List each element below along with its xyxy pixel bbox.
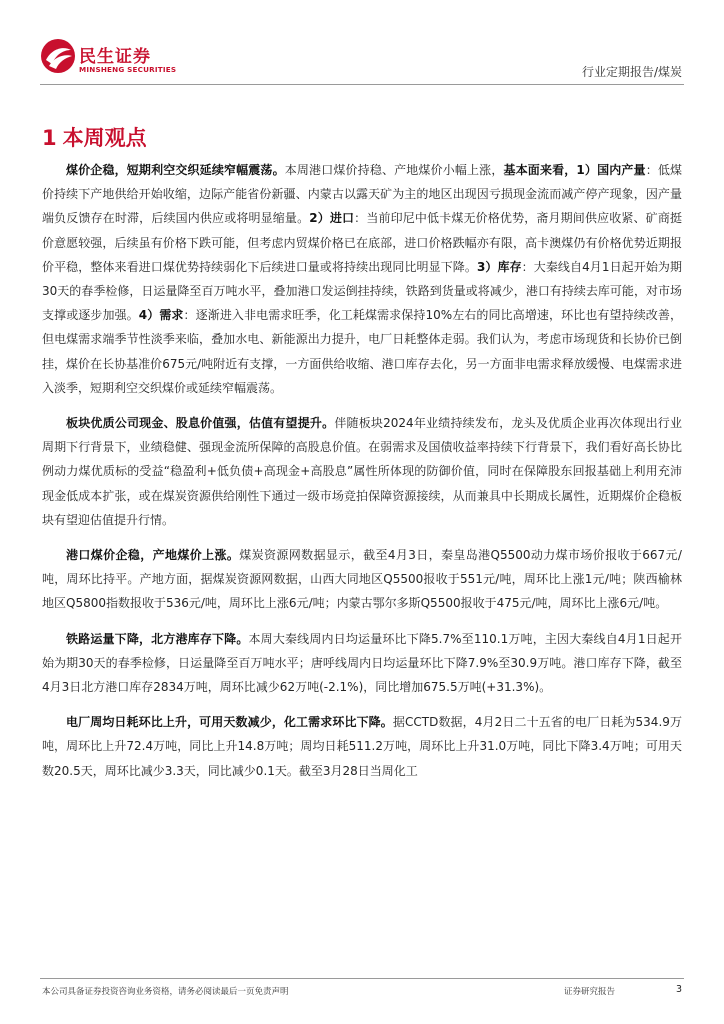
- paragraph-text: 据CCTD数据，4月2日二十五省的电厂日耗为534.9万吨，周环比上升72.4万吨，同比上升14.8万吨；周均日耗511.2万吨，周环比上升31.0万吨，同比下降3.4万吨；可用天数20.5天，周环比减少3.3天，同比减少0.1天。截至3月28日当周化工: [42, 715, 683, 778]
- paragraph-keyword: 3）库存: [476, 259, 522, 274]
- body-paragraph: [42, 710, 682, 783]
- body-paragraph: [42, 158, 682, 400]
- paragraph-keyword: 基本面来看，1）国内产量: [503, 163, 646, 177]
- paragraph-keyword: 2）进口: [309, 211, 355, 226]
- footer-disclaimer: 本公司具备证券投资咨询业务资格，请务必阅读最后一页免责声明: [42, 987, 289, 997]
- body-paragraph: [42, 543, 682, 616]
- paragraph-lead: 板块优质公司现金、股息价值强，估值有望提升。: [66, 416, 335, 431]
- body-paragraph: [42, 627, 682, 700]
- section-number: 1: [42, 126, 57, 150]
- paragraph-text: 本周港口煤价持稳、产地煤价小幅上涨，: [284, 163, 504, 177]
- header-divider: [40, 84, 684, 85]
- company-logo: [40, 38, 220, 82]
- paragraph-lead: 煤价企稳，短期利空交织延续窄幅震荡。: [66, 163, 285, 177]
- paragraph-lead: 电厂周均日耗环比上升，可用天数减少，化工需求环比下降。: [66, 715, 393, 730]
- footer-doc-type: 证券研究报告: [564, 987, 616, 997]
- report-category: 行业定期报告/煤炭: [581, 65, 682, 79]
- footer-divider: [40, 978, 684, 979]
- logo-english-name: MINSHENG SECURITIES: [79, 65, 177, 74]
- logo-chinese-name: 民生证券: [79, 47, 151, 67]
- section-heading: [42, 122, 153, 152]
- logo-mark-icon: [40, 38, 76, 74]
- paragraph-lead: 港口煤价企稳，产地煤价上涨。: [66, 548, 240, 563]
- section-title: 本周观点: [62, 126, 147, 150]
- paragraph-text: ：逐渐进入非电需求旺季，化工耗煤需求保持10%左右的同比高增速，环比也有望持续改善，但电煤需求端季节性淡季来临，叠加水电、新能源出力提升，电厂日耗整体走弱。我们认为，考虑市场现货和长协价已倒挂，煤价在长协基准价675元/吨附近有支撑，一方面供给收缩、港口库存去化，另一方面非电需求释放缓慢、电煤需求进入淡季，短期利空交织煤价或延续窄幅震荡。: [42, 308, 682, 395]
- paragraph-text: 本周大秦线周内日均运量环比下降5.7%至110.1万吨，主因大秦线自4月1日起开始为期30天的春季检修，日运量降至百万吨水平；唐呼线周内日均运量环比下降7.9%至30.9万吨。港口库存下降，截至4月3日北方港口库存2834万吨，周环比减少62万吨(-2.1%)，同比增加675.5万吨(+31.3%)。: [42, 631, 682, 695]
- paragraph-text: 煤炭资源网数据显示，截至4月3日，秦皇岛港Q5500动力煤市场价报收于667元/吨，周环比持平。产地方面，据煤炭资源网数据，山西大同地区Q5500报收于551元/吨，周环比上涨1元/吨；陕西榆林地区Q5800指数报收于536元/吨，周环比上涨6元/吨；内蒙古鄂尔多斯Q5500报收于475元/吨，周环比上涨6元/吨。: [42, 548, 682, 611]
- paragraph-keyword: 4）需求: [138, 308, 184, 323]
- paragraph-lead: 铁路运量下降，北方港库存下降。: [66, 631, 249, 646]
- body-paragraph: [42, 411, 682, 532]
- paragraph-text: 伴随板块2024年业绩持续发布，龙头及优质企业再次体现出行业周期下行背景下，业绩稳健、强现金流所保障的高股息价值。在弱需求及国债收益率持续下行背景下，我们看好高长协比例动力煤优质标的受益“稳盈利+低负债+高现金+高股息”属性所体现的防御价值，同时在保障股东回报基础上利用充沛现金低成本扩张，或在煤炭资源供给刚性下通过一级市场竞拍保障资源接续，从而兼具中长期成长属性，近期煤价企稳板块有望迎估值提升行情。: [42, 416, 682, 527]
- paragraph-text: ：低煤价持续下产地供给开始收缩，边际产能省份新疆、内蒙古以露天矿为主的地区出现因亏损现金流而减产停产现象，因产量端负反馈存在时滞，后续国内供应或将明显缩量。: [42, 163, 682, 226]
- page-number: 3: [675, 984, 682, 995]
- paragraph-text: ：大秦线自4月1日起开始为期30天的春季检修，日运量降至百万吨水平，叠加港口发运倒挂持续，铁路到货量或将减少，港口有持续去库可能，对市场支撑或逐步加强。: [42, 259, 682, 323]
- paragraph-text: ：当前印尼中低卡煤无价格优势，斋月期间供应收紧、矿商挺价意愿较强，后续虽有价格下跌可能，但考虑内贸煤价格已在底部，进口价格跌幅亦有限，高卡澳煤仍有价格优势近期报价平稳，整体来看进口煤优势持续弱化下后续进口量或将持续出现同比明显下降。: [42, 211, 682, 274]
- body-content: [42, 158, 682, 794]
- page-header: [0, 0, 724, 90]
